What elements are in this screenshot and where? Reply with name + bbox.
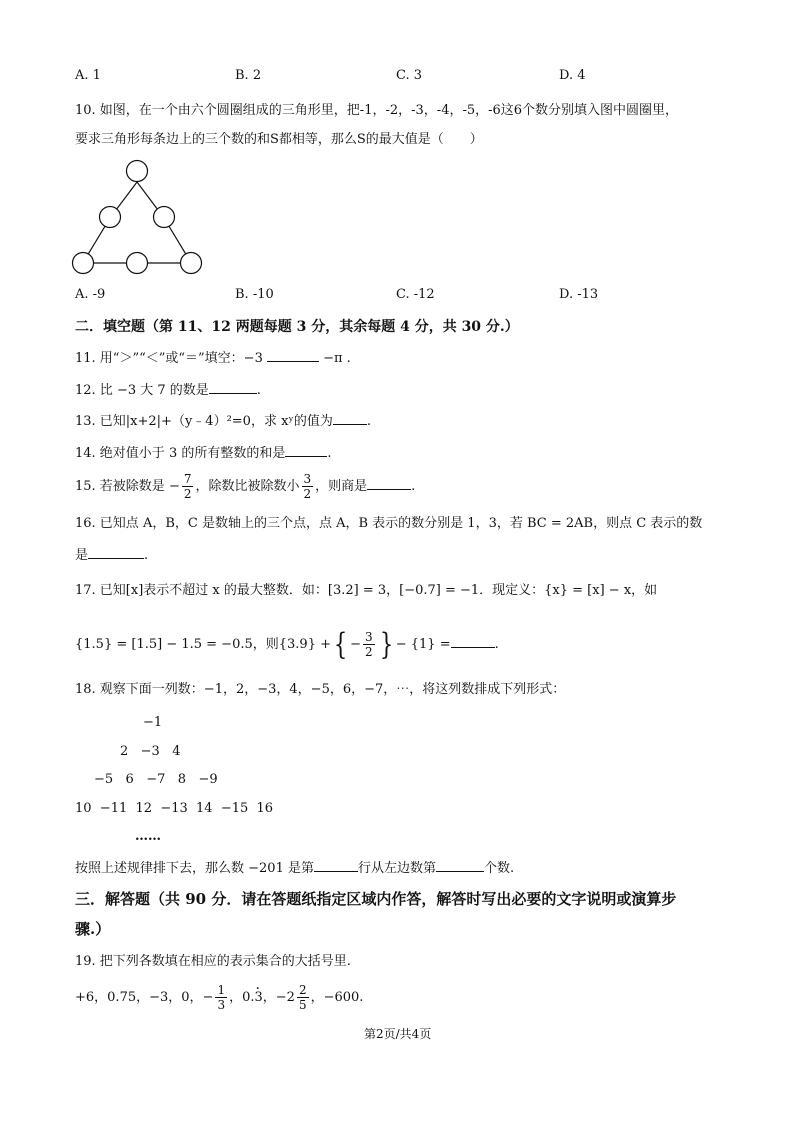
q15-blank[interactable]	[367, 477, 411, 490]
q18-row3: −5 6 −7 8 −9	[94, 772, 218, 787]
q13-blank[interactable]	[333, 412, 367, 425]
q12-post: .	[256, 383, 261, 398]
q17-line2: {1.5} = [1.5] − 1.5 = −0.5，则{3.9} +{ − $\frac{3}{2}$ } − {1} = .	[75, 626, 499, 662]
q13	[75, 412, 371, 431]
section3-line1: 三．解答题（共 90 分．请在答题纸指定区域内作答，解答时写出必要的文字说明或演算步	[75, 890, 677, 908]
q9-option-a: A. 1	[75, 68, 101, 83]
circle-bottom-left	[73, 253, 94, 274]
q18-row1: −1	[143, 715, 163, 730]
q19-fraction-2: $\frac{2}{5}$	[298, 983, 307, 1012]
q9-option-c: C. 3	[396, 68, 423, 83]
q13-post: .	[366, 414, 372, 429]
circle-bottom-right	[181, 253, 202, 274]
q10-option-a: A. -9	[75, 287, 106, 302]
q17-fraction: $\frac{3}{2}$	[365, 630, 373, 659]
q18-row4: 10 −11 12 −13 14 −15 16	[75, 801, 274, 816]
q11-post: −π .	[318, 351, 351, 366]
q10-option-c: C. -12	[396, 287, 435, 302]
q15-fraction-2: $\frac{3}{2}$	[303, 472, 312, 501]
q17-blank[interactable]	[451, 635, 495, 648]
q15-fraction-1: $\frac{7}{2}$	[183, 472, 192, 501]
q10-option-d: D. -13	[559, 287, 599, 302]
q15-post: ，则商是	[315, 479, 368, 494]
q18-line1: 18. 观察下面一列数：−1，2，−3，4，−5，6，−7，⋯，将这列数排成下列形式：	[75, 682, 566, 697]
q11-blank[interactable]	[267, 349, 319, 362]
q14-blank[interactable]	[285, 444, 327, 457]
q17-line1: 17. 已知[x]表示不超过 x 的最大整数．如：[3.2] = 3，[−0.7] = −1．现定义：{x} = [x] − x，如	[75, 583, 658, 598]
q19-numbers: +6，0.75，−3，0，− $\frac{1}{3}$ ，0.· 3，−2 $\frac{2}{5}$ ，−600.	[75, 978, 363, 1018]
q9-option-d: D. 4	[559, 68, 586, 83]
q14	[75, 444, 331, 463]
q15-pre: 15. 若被除数是 −	[75, 479, 180, 494]
q9-option-b: B. 2	[235, 68, 262, 83]
q19-repeating-digit: · 3	[254, 978, 262, 1018]
q15	[75, 468, 415, 506]
section2-title: 二．填空题（第 11、12 两题每题 3 分，其余每题 4 分，共 30 分.）	[75, 319, 519, 335]
q11	[75, 349, 351, 368]
page-footer: 第2页/共4页	[364, 1027, 432, 1041]
q12-blank[interactable]	[209, 381, 257, 394]
q18-row5: ……	[135, 829, 161, 844]
q14-pre: 14. 绝对值小于 3 的所有整数的和是	[75, 446, 286, 461]
circle-mid-right	[154, 207, 175, 228]
q19-fraction-1: $\frac{1}{3}$	[217, 983, 226, 1012]
q16-blank[interactable]	[88, 546, 144, 559]
q11-pre: 11. 用“＞”“＜”或“＝”填空：−3	[75, 351, 267, 366]
q12	[75, 381, 261, 400]
q14-post: .	[327, 446, 332, 461]
q13-pre: 13. 已知|x+2|+（y﹣4）²=0，求 xʸ的值为	[75, 414, 333, 429]
q12-pre: 12. 比 −3 大 7 的数是	[75, 383, 209, 398]
circle-top	[127, 161, 148, 182]
q19-line1: 19. 把下列各数填在相应的表示集合的大括号里.	[75, 954, 351, 969]
q16-line2: 是 .	[75, 548, 149, 563]
triangle-circles-figure	[70, 155, 205, 277]
circle-mid-left	[100, 207, 121, 228]
circle-bottom-mid	[127, 253, 148, 274]
section3-line2: 骤.）	[75, 920, 111, 938]
q10-line2: 要求三角形每条边上的三个数的和S都相等，那么S的最大值是（ ）	[75, 132, 483, 147]
q10-option-b: B. -10	[235, 287, 274, 302]
q15-mid: ，除数比被除数小	[195, 479, 300, 494]
q10-line1: 10. 如图，在一个由六个圆圈组成的三角形里，把-1，-2，-3，-4，-5，-6这6个数分别填入图中圆圈里，	[75, 103, 679, 118]
q18-blank-position[interactable]	[436, 859, 484, 872]
q15-end: .	[411, 479, 416, 494]
q18-question: 按照上述规律排下去，那么数 −201 是第 行从左边数第 个数.	[75, 861, 515, 876]
q16-line1: 16. 已知点 A，B，C 是数轴上的三个点，点 A，B 表示的数分别是 1，3，若 BC = 2AB，则点 C 表示的数	[75, 516, 703, 531]
q18-row2: 2 −3 4	[120, 744, 181, 759]
q18-blank-row[interactable]	[314, 859, 358, 872]
